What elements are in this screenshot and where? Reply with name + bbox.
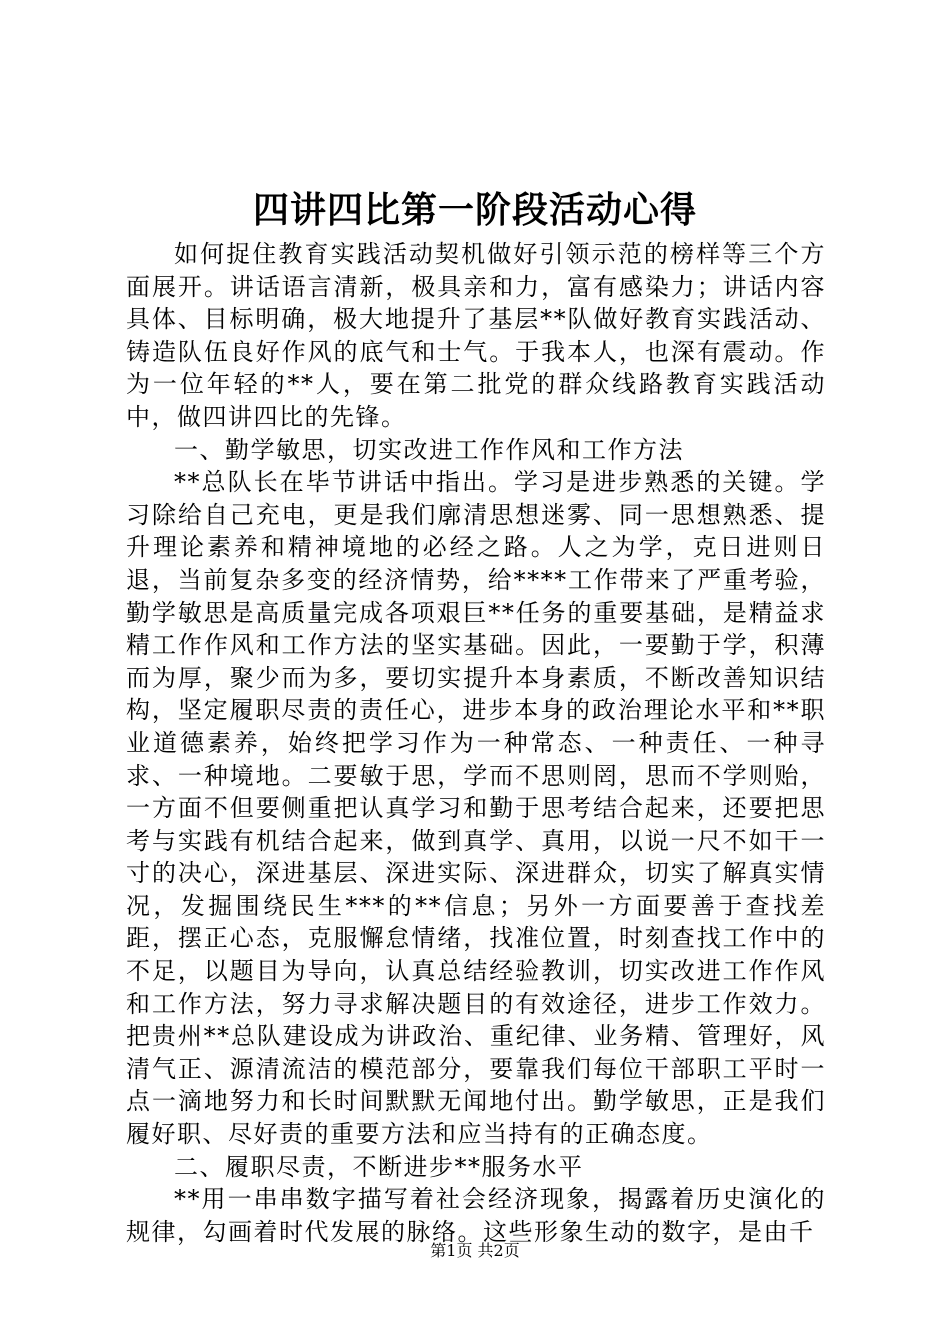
paragraph-section-1: **总队长在毕节讲话中指出。学习是进步熟悉的关键。学习除给自己充电，更是我们廓清思想迷雾、同一思想熟悉、提升理论素养和精神境地的必经之路。人之为学，克日进则日退，当前复杂多变的经济情势，给****工作带来了严重考验，勤学敏思是高质量完成各项艰巨**任务的重要基础，是精益求精工作作风和工作方法的坚实基础。因此，一要勤于学，积薄而为厚，聚少而为多，要切实提升本身素质，不断改善知识结构，坚定履职尽责的责任心，进步本身的政治理论水平和**职业道德素养，始终把学习作为一种常态、一种责任、一种寻求、一种境地。二要敏于思，学而不思则罔，思而不学则贻，一方面不但要侧重把认真学习和勤于思考结合起来，还要把思考与实践有机结合起来，做到真学、真用，以说一尺不如干一寸的决心，深进基层、深进实际、深进群众，切实了解真实情况，发掘围绕民生***的**信息；另外一方面要善于查找差距，摆正心态，克服懈怠情绪，找准位置，时刻查找工作中的不足，以题目为导向，认真总结经验教训，切实改进工作作风和工作方法，努力寻求解决题目的有效途径，进步工作效力。把贵州**总队建设成为讲政治、重纪律、业务精、管理好，风清气正、源清流洁的模范部分，要靠我们每位干部职工平时一点一滴地努力和长时间默默无闻地付出。勤学敏思，正是我们履好职、尽好责的重要方法和应当持有的正确态度。	[126, 468, 826, 1149]
section-heading-2: 二、履职尽责，不断进步**服务水平	[174, 1152, 584, 1181]
section-heading-1: 一、勤学敏思，切实改进工作作风和工作方法	[174, 435, 684, 464]
document-title: 四讲四比第一阶段活动心得	[252, 189, 697, 231]
page-number-footer: 第1页 共2页	[430, 1241, 520, 1260]
paragraph-intro: 如何捉住教育实践活动契机做好引领示范的榜样等三个方面展开。讲话语言清新，极具亲和力，富有感染力；讲话内容具体、目标明确，极大地提升了基层**队做好教育实践活动、铸造队伍良好作风的底气和士气。于我本人，也深有震动。作为一位年轻的**人，要在第二批党的群众线路教育实践活动中，做四讲四比的先锋。	[126, 240, 826, 431]
document-body	[126, 238, 826, 1248]
paragraph-section-2: **用一串串数字描写着社会经济现象，揭露着历史演化的规律，勾画着时代发展的脉络。这些形象生动的数字，是由千	[126, 1185, 826, 1246]
